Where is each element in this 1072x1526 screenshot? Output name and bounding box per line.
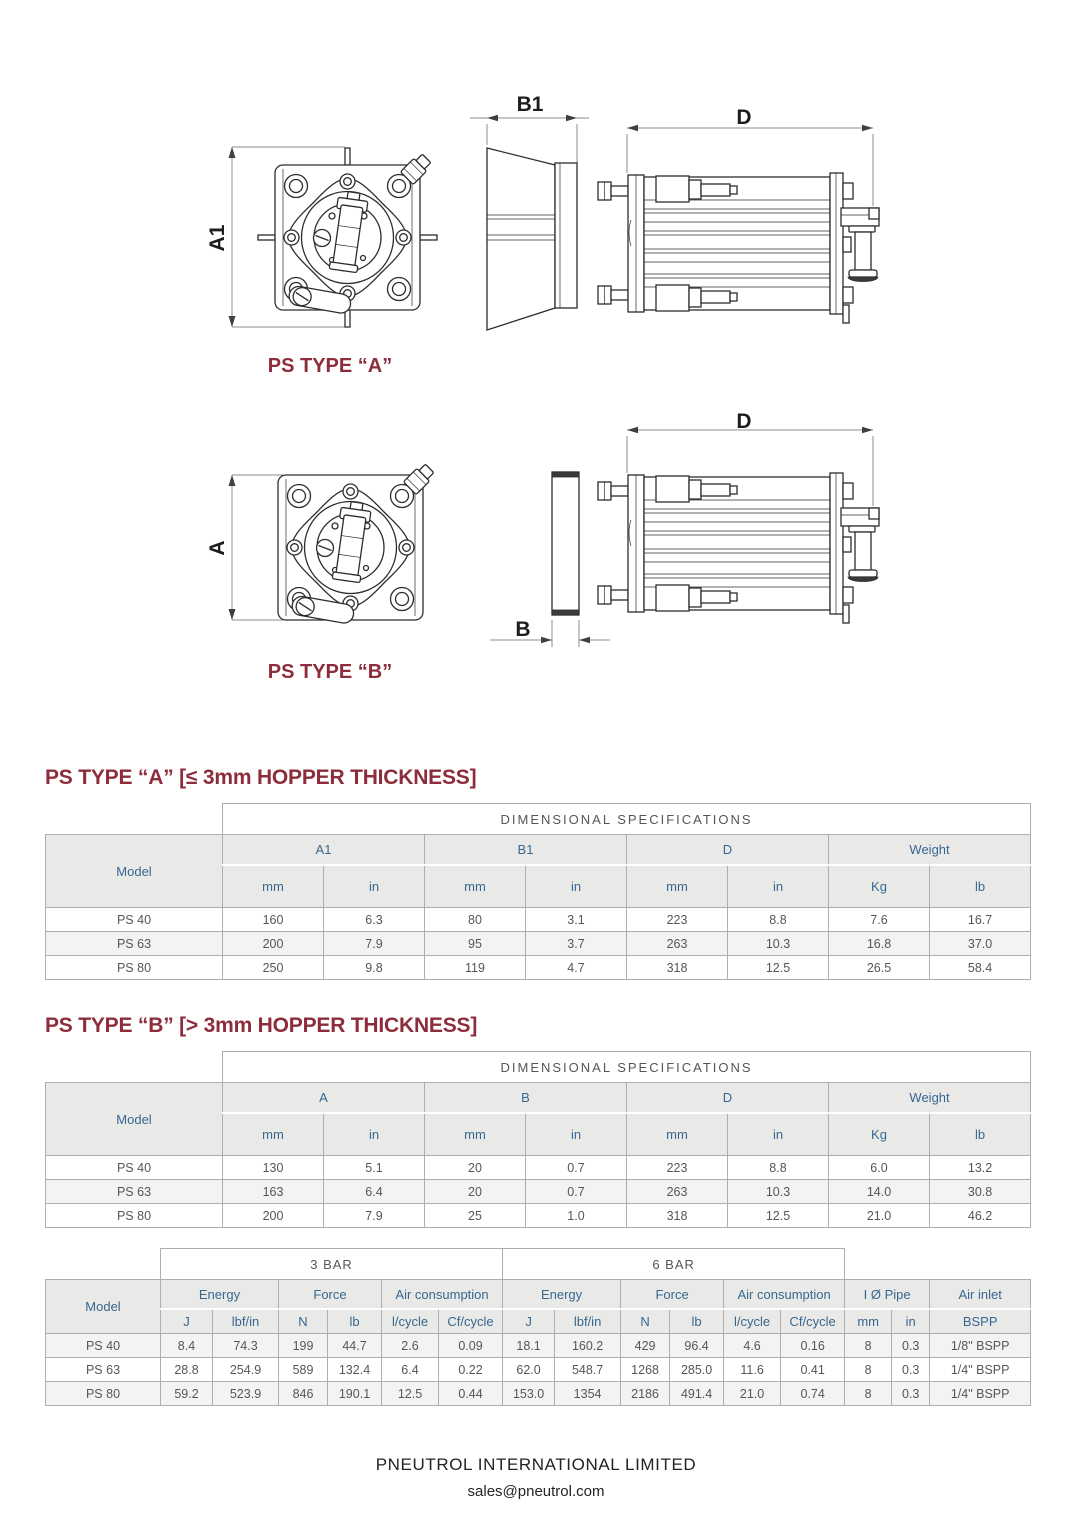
table-cell: 21.0 xyxy=(829,1204,930,1228)
table-cell: 2186 xyxy=(621,1382,670,1406)
table-cell: 0.09 xyxy=(439,1334,503,1358)
table-cell: 8.4 xyxy=(161,1334,213,1358)
group-header-pipe: I Ø Pipe xyxy=(845,1280,930,1310)
performance-table xyxy=(45,1248,1031,1406)
table-row xyxy=(46,1180,1031,1204)
table-row xyxy=(46,1156,1031,1180)
type-a-dimensions-table xyxy=(45,803,1031,980)
unit-header: lb xyxy=(930,1113,1031,1156)
group-header-d: D xyxy=(627,835,829,866)
group-header-weight: Weight xyxy=(829,1083,1031,1114)
table-cell: 20 xyxy=(425,1156,526,1180)
table-cell: 0.3 xyxy=(892,1334,930,1358)
group-header-weight: Weight xyxy=(829,835,1031,866)
table-cell: 846 xyxy=(279,1382,328,1406)
unit-header: in xyxy=(526,1113,627,1156)
table-cell: 153.0 xyxy=(503,1382,555,1406)
table-cell: 8.8 xyxy=(728,908,829,932)
table-cell: 130 xyxy=(223,1156,324,1180)
table-cell: 7.9 xyxy=(324,1204,425,1228)
group-header-energy-6bar: Energy xyxy=(503,1280,621,1310)
table-cell: 589 xyxy=(279,1358,328,1382)
table-cell: 318 xyxy=(627,956,728,980)
table-cell: 0.3 xyxy=(892,1358,930,1382)
table-cell: 199 xyxy=(279,1334,328,1358)
table-cell: 62.0 xyxy=(503,1358,555,1382)
table-cell: 7.9 xyxy=(324,932,425,956)
table-cell: 429 xyxy=(621,1334,670,1358)
model-cell: PS 63 xyxy=(46,1180,223,1204)
unit-header: l/cycle xyxy=(724,1309,781,1334)
dimensional-specifications-header: DIMENSIONAL SPECIFICATIONS xyxy=(223,1052,1031,1083)
pressure-header-3bar: 3 BAR xyxy=(161,1249,503,1280)
type-a-section-title: PS TYPE “A” [≤ 3mm HOPPER THICKNESS] xyxy=(45,766,477,789)
table-cell: 37.0 xyxy=(930,932,1031,956)
table-cell: 9.8 xyxy=(324,956,425,980)
table-cell: 20 xyxy=(425,1180,526,1204)
table-cell: 8 xyxy=(845,1334,892,1358)
table-cell: 25 xyxy=(425,1204,526,1228)
model-cell: PS 80 xyxy=(46,956,223,980)
table-cell: 160.2 xyxy=(555,1334,621,1358)
type-a-side-view-drawing xyxy=(593,103,893,338)
pressure-header-6bar: 6 BAR xyxy=(503,1249,845,1280)
table-row xyxy=(46,804,1031,835)
table-cell: 6.0 xyxy=(829,1156,930,1180)
table-row xyxy=(46,1334,1031,1358)
group-header-air-6bar: Air consumption xyxy=(724,1280,845,1310)
unit-header: BSPP xyxy=(930,1309,1031,1334)
table-row xyxy=(46,1280,1031,1310)
table-cell: 190.1 xyxy=(328,1382,382,1406)
unit-header: in xyxy=(728,1113,829,1156)
table-cell: 263 xyxy=(627,932,728,956)
group-header-b1: B1 xyxy=(425,835,627,866)
blank-cell xyxy=(845,1249,1031,1280)
group-header-force-3bar: Force xyxy=(279,1280,382,1310)
unit-header: Cf/cycle xyxy=(781,1309,845,1334)
table-cell: 0.7 xyxy=(526,1156,627,1180)
table-cell: 16.8 xyxy=(829,932,930,956)
unit-header: N xyxy=(621,1309,670,1334)
type-a-front-view-drawing xyxy=(193,128,458,343)
table-cell: 3.1 xyxy=(526,908,627,932)
table-cell: 4.7 xyxy=(526,956,627,980)
table-cell: 13.2 xyxy=(930,1156,1031,1180)
table-row xyxy=(46,956,1031,980)
group-header-d: D xyxy=(627,1083,829,1114)
blank-cell xyxy=(46,1249,161,1280)
table-cell: 44.7 xyxy=(328,1334,382,1358)
table-cell: 491.4 xyxy=(670,1382,724,1406)
table-row xyxy=(46,908,1031,932)
unit-header: Kg xyxy=(829,1113,930,1156)
table-cell: 6.4 xyxy=(382,1358,439,1382)
table-cell: 26.5 xyxy=(829,956,930,980)
unit-header: mm xyxy=(627,865,728,908)
table-cell: 2.6 xyxy=(382,1334,439,1358)
table-cell: 10.3 xyxy=(728,1180,829,1204)
blank-cell xyxy=(46,1052,223,1083)
table-cell: 119 xyxy=(425,956,526,980)
table-cell: 10.3 xyxy=(728,932,829,956)
table-cell: 254.9 xyxy=(213,1358,279,1382)
table-cell: 263 xyxy=(627,1180,728,1204)
table-cell: 1/8" BSPP xyxy=(930,1334,1031,1358)
footer-company-name: PNEUTROL INTERNATIONAL LIMITED xyxy=(375,1455,697,1474)
table-cell: 250 xyxy=(223,956,324,980)
group-header-a1: A1 xyxy=(223,835,425,866)
group-header-force-6bar: Force xyxy=(621,1280,724,1310)
model-cell: PS 40 xyxy=(46,1334,161,1358)
table-row xyxy=(46,1382,1031,1406)
unit-header: in xyxy=(324,865,425,908)
table-cell: 3.7 xyxy=(526,932,627,956)
type-b-dimensions-table xyxy=(45,1051,1031,1228)
type-b-caption: PS TYPE “B” xyxy=(267,661,393,683)
table-cell: 0.41 xyxy=(781,1358,845,1382)
table-cell: 0.74 xyxy=(781,1382,845,1406)
unit-header: lb xyxy=(670,1309,724,1334)
unit-header: mm xyxy=(845,1309,892,1334)
table-cell: 523.9 xyxy=(213,1382,279,1406)
type-a-caption: PS TYPE “A” xyxy=(267,355,393,377)
table-cell: 12.5 xyxy=(728,956,829,980)
table-cell: 58.4 xyxy=(930,956,1031,980)
dim-label-a1: A1 xyxy=(206,224,229,252)
model-column-header: Model xyxy=(46,1083,223,1156)
table-cell: 59.2 xyxy=(161,1382,213,1406)
model-column-header: Model xyxy=(46,1280,161,1334)
table-row xyxy=(46,1204,1031,1228)
group-header-air-inlet: Air inlet xyxy=(930,1280,1031,1310)
group-header-air-3bar: Air consumption xyxy=(382,1280,503,1310)
unit-header: lbf/in xyxy=(213,1309,279,1334)
table-row xyxy=(46,1083,1031,1114)
table-cell: 0.7 xyxy=(526,1180,627,1204)
table-row xyxy=(46,1309,1031,1334)
table-cell: 6.4 xyxy=(324,1180,425,1204)
unit-header: mm xyxy=(425,865,526,908)
table-cell: 80 xyxy=(425,908,526,932)
type-b-section-title: PS TYPE “B” [> 3mm HOPPER THICKNESS] xyxy=(45,1014,478,1037)
unit-header: lbf/in xyxy=(555,1309,621,1334)
unit-header: N xyxy=(279,1309,328,1334)
table-cell: 132.4 xyxy=(328,1358,382,1382)
unit-header: in xyxy=(892,1309,930,1334)
table-cell: 0.16 xyxy=(781,1334,845,1358)
table-cell: 12.5 xyxy=(728,1204,829,1228)
unit-header: mm xyxy=(425,1113,526,1156)
table-cell: 8 xyxy=(845,1382,892,1406)
table-cell: 30.8 xyxy=(930,1180,1031,1204)
table-cell: 11.6 xyxy=(724,1358,781,1382)
group-header-b: B xyxy=(425,1083,627,1114)
group-header-a: A xyxy=(223,1083,425,1114)
unit-header: J xyxy=(503,1309,555,1334)
table-cell: 1354 xyxy=(555,1382,621,1406)
table-cell: 18.1 xyxy=(503,1334,555,1358)
unit-header: mm xyxy=(223,865,324,908)
unit-header: J xyxy=(161,1309,213,1334)
table-row xyxy=(46,1052,1031,1083)
dim-label-d-row2: D xyxy=(736,410,752,433)
table-cell: 95 xyxy=(425,932,526,956)
dim-label-a: A xyxy=(206,540,229,556)
table-cell: 318 xyxy=(627,1204,728,1228)
table-row xyxy=(46,1249,1031,1280)
unit-header: Kg xyxy=(829,865,930,908)
table-cell: 1/4" BSPP xyxy=(930,1358,1031,1382)
model-cell: PS 63 xyxy=(46,932,223,956)
model-cell: PS 40 xyxy=(46,908,223,932)
table-cell: 28.8 xyxy=(161,1358,213,1382)
table-cell: 1/4" BSPP xyxy=(930,1382,1031,1406)
table-cell: 200 xyxy=(223,1204,324,1228)
table-cell: 8 xyxy=(845,1358,892,1382)
model-cell: PS 63 xyxy=(46,1358,161,1382)
dimensional-specifications-header: DIMENSIONAL SPECIFICATIONS xyxy=(223,804,1031,835)
table-cell: 16.7 xyxy=(930,908,1031,932)
table-cell: 163 xyxy=(223,1180,324,1204)
unit-header: in xyxy=(324,1113,425,1156)
dim-label-d-row1: D xyxy=(736,106,752,129)
table-cell: 5.1 xyxy=(324,1156,425,1180)
table-cell: 223 xyxy=(627,908,728,932)
blank-cell xyxy=(46,804,223,835)
table-cell: 223 xyxy=(627,1156,728,1180)
table-cell: 7.6 xyxy=(829,908,930,932)
table-cell: 1.0 xyxy=(526,1204,627,1228)
group-header-energy-3bar: Energy xyxy=(161,1280,279,1310)
type-b-side-view-drawing xyxy=(593,400,893,635)
table-cell: 160 xyxy=(223,908,324,932)
dim-label-b: B xyxy=(515,618,531,641)
footer-email: sales@pneutrol.com xyxy=(467,1483,605,1500)
type-a-hopper-funnel-drawing xyxy=(460,85,600,345)
table-cell: 8.8 xyxy=(728,1156,829,1180)
unit-header: mm xyxy=(223,1113,324,1156)
unit-header: in xyxy=(728,865,829,908)
table-row xyxy=(46,835,1031,866)
table-cell: 0.44 xyxy=(439,1382,503,1406)
unit-header: in xyxy=(526,865,627,908)
table-row xyxy=(46,1358,1031,1382)
table-cell: 96.4 xyxy=(670,1334,724,1358)
table-cell: 1268 xyxy=(621,1358,670,1382)
table-cell: 0.3 xyxy=(892,1382,930,1406)
table-cell: 548.7 xyxy=(555,1358,621,1382)
table-cell: 0.22 xyxy=(439,1358,503,1382)
table-cell: 21.0 xyxy=(724,1382,781,1406)
table-cell: 46.2 xyxy=(930,1204,1031,1228)
model-cell: PS 40 xyxy=(46,1156,223,1180)
table-cell: 200 xyxy=(223,932,324,956)
unit-header: lb xyxy=(930,865,1031,908)
unit-header: mm xyxy=(627,1113,728,1156)
model-cell: PS 80 xyxy=(46,1204,223,1228)
table-cell: 285.0 xyxy=(670,1358,724,1382)
model-cell: PS 80 xyxy=(46,1382,161,1406)
table-cell: 12.5 xyxy=(382,1382,439,1406)
dim-label-b1: B1 xyxy=(516,93,544,116)
table-cell: 6.3 xyxy=(324,908,425,932)
unit-header: Cf/cycle xyxy=(439,1309,503,1334)
table-cell: 74.3 xyxy=(213,1334,279,1358)
table-cell: 4.6 xyxy=(724,1334,781,1358)
type-b-front-view-drawing xyxy=(193,440,458,635)
model-column-header: Model xyxy=(46,835,223,908)
unit-header: l/cycle xyxy=(382,1309,439,1334)
unit-header: lb xyxy=(328,1309,382,1334)
table-cell: 14.0 xyxy=(829,1180,930,1204)
table-row xyxy=(46,932,1031,956)
